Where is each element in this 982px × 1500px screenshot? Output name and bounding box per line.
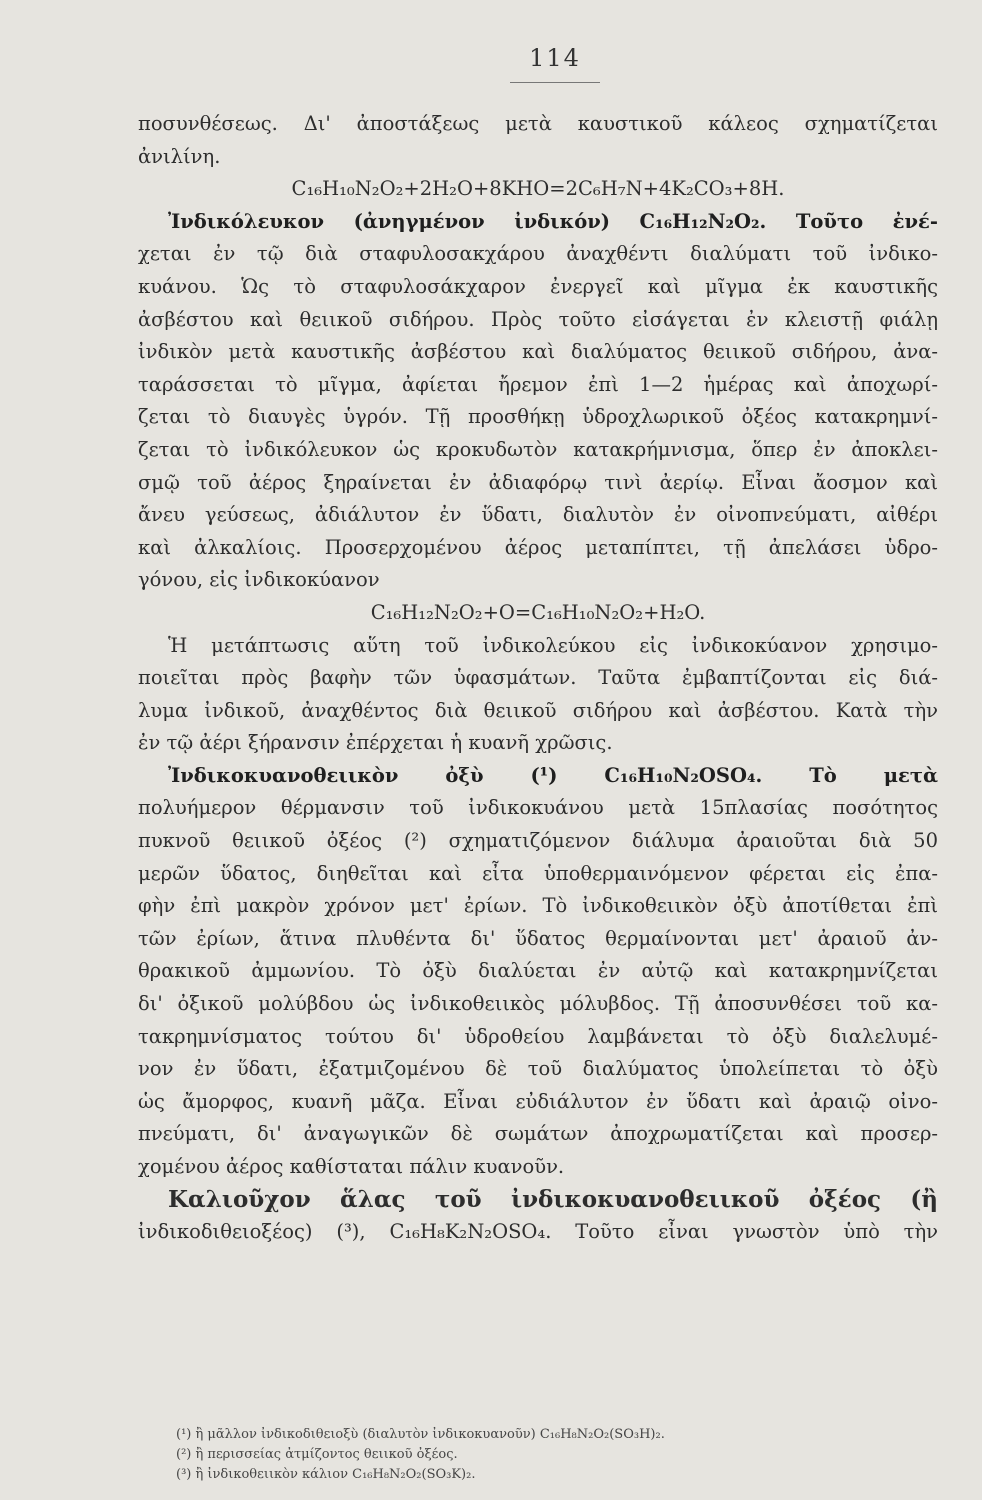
chemical-equation: C₁₆H₁₀N₂O₂+2H₂O+8KHO=2C₆H₇N+4K₂CO₃+8H. <box>291 177 785 201</box>
text-line: Ἡ μετάπτωσις αὕτη τοῦ ἰνδικολεύκου εἰς ἰνδικοκύανον χρησιμο- <box>168 633 938 657</box>
section-heading-line: Ἰνδικόλευκον (ἀνηγμένον ἰνδικόν) C₁₆H₁₂N₂O₂. Τοῦτο ἐνέ- <box>168 209 938 233</box>
text-line: νον ἐν ὕδατι, ἐξατμιζομένου δὲ τοῦ διαλύματος ὑπολείπεται τὸ ὀξὺ <box>138 1057 938 1081</box>
page-number-rule <box>510 82 600 83</box>
text-line: ἄνευ γεύσεως, ἀδιάλυτον ἐν ὕδατι, διαλυτὸν ἐν οἰνοπνεύματι, αἰθέρι <box>138 503 938 527</box>
text-line: χομένου ἀέρος καθίσταται πάλιν κυανοῦν. <box>138 1155 565 1178</box>
text-line: τῶν ἐρίων, ἅτινα πλυθέντα δι' ὕδατος θερμαίνονται μετ' ἀραιοῦ ἀν- <box>138 926 938 950</box>
text-line: πολυήμερον θέρμανσιν τοῦ ἰνδικοκυάνου μετὰ 15πλασίας ποσότητος <box>138 796 938 820</box>
text-line: θρακικοῦ ἀμμωνίου. Τὸ ὀξὺ διαλύεται ἐν αὐτῷ καὶ κατακρημνίζεται <box>138 959 938 983</box>
chemical-equation: C₁₆H₁₂N₂O₂+O=C₁₆H₁₀N₂O₂+H₂O. <box>370 600 706 624</box>
text-line: λυμα ἰνδικοῦ, ἀναχθέντος διὰ θειικοῦ σιδήρου καὶ ἀσβέστου. Κατὰ τὴν <box>138 698 938 722</box>
text-line: μερῶν ὕδατος, διηθεῖται καὶ εἶτα ὑποθερμαινόμενον φέρεται εἰς ἐπα- <box>138 861 938 885</box>
footnote: (¹) ἢ μᾶλλον ἰνδικοδιθειοξὺ (διαλυτὸν ἰνδικοκυανοῦν) C₁₆H₈N₂O₂(SO₃H)₂. <box>176 1427 665 1442</box>
text-line: ἰνδικοδιθειοξέος) (³), C₁₆H₈K₂N₂OSO₄. Τοῦτο εἶναι γνωστὸν ὑπὸ τὴν <box>138 1220 938 1244</box>
page-body <box>138 108 938 1249</box>
text-line: πυκνοῦ θειικοῦ ὀξέος (²) σχηματιζόμενον διάλυμα ἀραιοῦται διὰ 50 <box>138 829 938 853</box>
text-line: ζεται τὸ ἰνδικόλευκον ὡς κροκυδωτὸν κατακρήμνισμα, ὅπερ ἐν ἀποκλει- <box>138 437 938 461</box>
text-line: τακρημνίσματος τούτου δι' ὑδροθείου λαμβάνεται τὸ ὀξὺ διαλελυμέ- <box>138 1024 938 1048</box>
page-number: 114 <box>529 44 581 72</box>
text-line: κυάνου. Ὡς τὸ σταφυλοσάκχαρον ἐνεργεῖ καὶ μῖγμα ἐκ καυστικῆς <box>138 274 938 298</box>
section-heading-line: Καλιοῦχον ἅλας τοῦ ἰνδικοκυανοθειικοῦ ὀξέος (ἢ <box>168 1185 938 1213</box>
text-line: καὶ ἀλκαλίοις. Προσερχομένου ἀέρος μεταπίπτει, τῇ ἀπελάσει ὑδρο- <box>138 535 938 559</box>
text-line: ἰνδικὸν μετὰ καυστικῆς ἀσβέστου καὶ διαλύματος θειικοῦ σιδήρου, ἀνα- <box>138 340 938 364</box>
footnotes <box>176 1425 896 1485</box>
text-line: ποιεῖται πρὸς βαφὴν τῶν ὑφασμάτων. Ταῦτα ἐμβαπτίζονται εἰς διά- <box>138 666 938 690</box>
text-line: ποσυνθέσεως. Δι' ἀποστάξεως μετὰ καυστικοῦ κάλεος σχηματίζεται <box>138 112 938 135</box>
text-line: γόνου, εἰς ἰνδικοκύανον <box>138 568 380 592</box>
text-line: ζεται τὸ διαυγὲς ὑγρόν. Τῇ προσθήκῃ ὑδροχλωρικοῦ ὀξέος κατακρημνί- <box>138 405 938 429</box>
section-heading-line: Ἰνδικοκυανοθειικὸν ὀξὺ (¹) C₁₆H₁₀N₂OSO₄. Τὸ μετὰ <box>168 763 938 787</box>
text-line: φὴν ἐπὶ μακρὸν χρόνον μετ' ἐρίων. Τὸ ἰνδικοθειικὸν ὀξὺ ἀποτίθεται ἐπὶ <box>138 894 938 918</box>
text-line: πνεύματι, δι' ἀναγωγικῶν δὲ σωμάτων ἀποχρωματίζεται καὶ προσερ- <box>138 1122 938 1146</box>
text-line: ἀνιλίνη. <box>138 144 221 168</box>
text-line: ὡς ἄμορφος, κυανῆ μᾶζα. Εἶναι εὐδιάλυτον ἐν ὕδατι καὶ ἀραιῷ οἰνο- <box>138 1089 938 1113</box>
text-line: σμῷ τοῦ ἀέρος ξηραίνεται ἐν ἀδιαφόρῳ τινὶ ἀερίῳ. Εἶναι ἄοσμον καὶ <box>138 470 938 494</box>
text-line: ἀσβέστου καὶ θειικοῦ σιδήρου. Πρὸς τοῦτο εἰσάγεται ἐν κλειστῇ φιάλῃ <box>138 307 938 331</box>
footnote: (³) ἢ ἰνδικοθειικὸν κάλιον C₁₆H₈N₂O₂(SO₃K)₂. <box>176 1467 476 1482</box>
text-line: ἐν τῷ ἀέρι ξήρανσιν ἐπέρχεται ἡ κυανῆ χρῶσις. <box>138 731 613 755</box>
text-line: χεται ἐν τῷ διὰ σταφυλοσακχάρου ἀναχθέντι διαλύματι τοῦ ἰνδικο- <box>138 242 938 266</box>
footnote: (²) ἢ περισσείας ἀτμίζοντος θειικοῦ ὀξέος. <box>176 1447 458 1462</box>
text-line: δι' ὀξικοῦ μολύβδου ὡς ἰνδικοθειικὸς μόλυβδος. Τῇ ἀποσυνθέσει τοῦ κα- <box>138 992 938 1016</box>
text-line: ταράσσεται τὸ μῖγμα, ἀφίεται ἤρεμον ἐπὶ 1—2 ἡμέρας καὶ ἀποχωρί- <box>138 372 938 396</box>
